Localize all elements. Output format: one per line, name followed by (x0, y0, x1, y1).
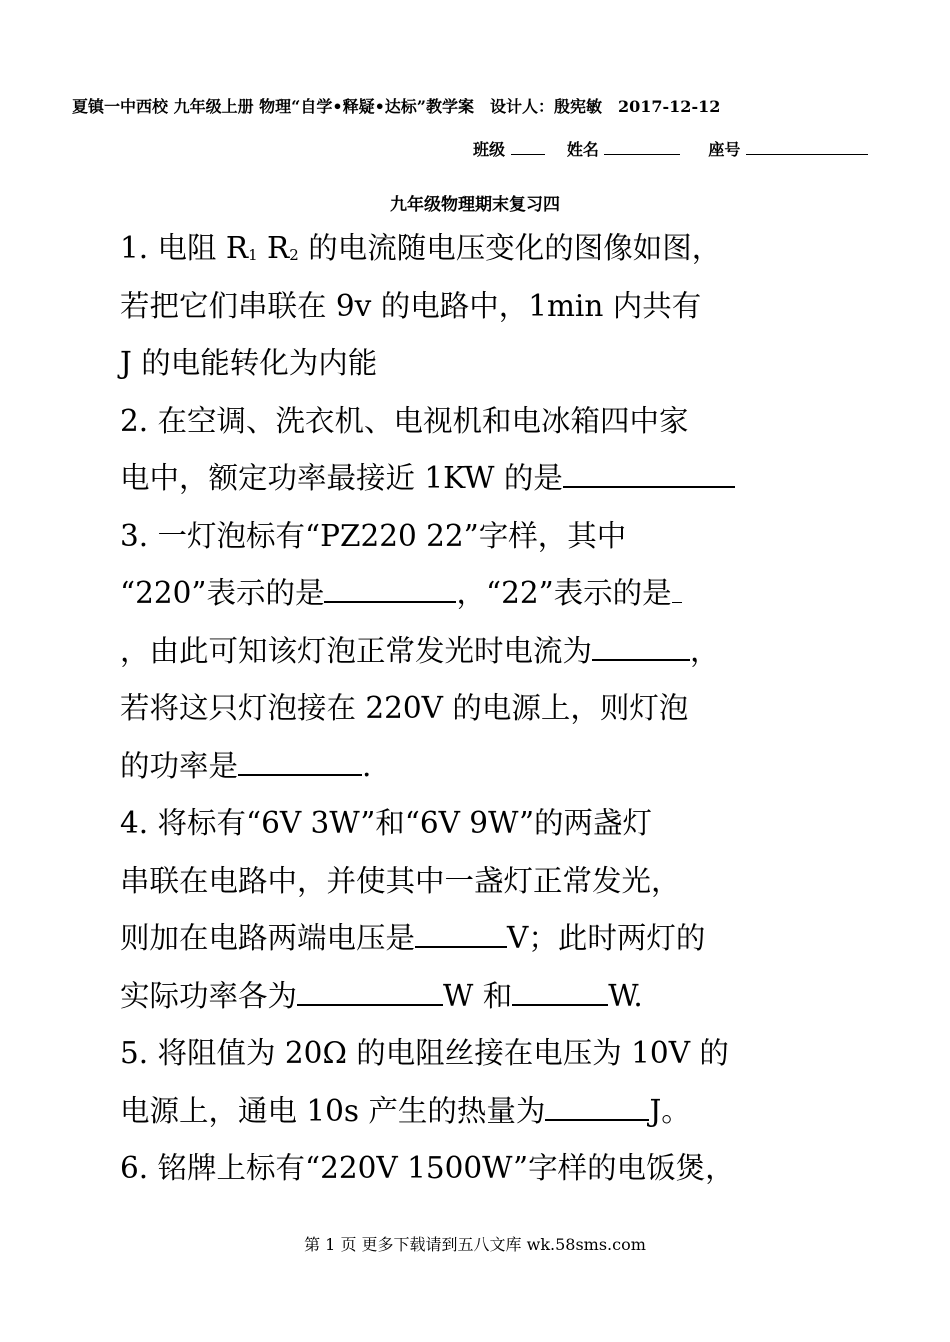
answer-blank (324, 575, 456, 603)
page-title: 九年级物理期末复习四 (390, 195, 560, 215)
answer-blank (672, 576, 682, 603)
question-2-line-1: 2. 在空调、洗衣机、电视机和电冰箱四中家 (120, 403, 689, 438)
question-6-line-1: 6. 铭牌上标有“220V 1500W”字样的电饭煲， (120, 1151, 735, 1185)
question-1-line-1: 1. 电阻 $R_1$ $R_2$ 的电流随电压变化的图像如图， (120, 231, 722, 265)
seat-blank (746, 140, 868, 155)
answer-blank (592, 633, 690, 661)
answer-blank (238, 748, 362, 776)
question-5-line-2: 电源上，通电 10s 产生的热量为 J。 (120, 1093, 691, 1128)
name-label: 姓名 (566, 140, 599, 159)
answer-blank (545, 1093, 649, 1121)
question-3-line-3: ，由此可知该灯泡正常发光时电流为 ， (120, 633, 720, 668)
question-3-line-5: 的功率是 . (120, 748, 372, 783)
answer-blank (563, 460, 735, 488)
class-label: 班级 (473, 140, 506, 159)
question-1-line-2: 若把它们串联在 9v 的电路中，1min 内共有 (120, 288, 702, 323)
question-5-line-1: 5. 将阻值为 20Ω 的电阻丝接在电压为 10V 的 (120, 1036, 729, 1070)
student-info-row (473, 137, 868, 160)
question-2-line-2: 电中，额定功率最接近 1KW 的是 (120, 450, 840, 508)
answer-blank (415, 920, 507, 948)
class-blank (511, 140, 545, 155)
question-3-line-1: 3. 一灯泡标有“PZ220 22”字样，其中 (120, 518, 627, 553)
question-4-line-3: 则加在电路两端电压是 V；此时两灯的 (120, 921, 706, 955)
question-3-line-2: “220”表示的是 ，“22”表示的是 (120, 565, 840, 623)
question-4-line-2: 串联在电路中，并使其中一盏灯正常发光， (120, 863, 681, 898)
answer-blank (512, 978, 608, 1006)
question-3-line-4: 若将这只灯泡接在 220V 的电源上，则灯泡 (120, 691, 689, 725)
seat-label: 座号 (708, 140, 741, 159)
question-4-line-4: 实际功率各为 W 和 W. (120, 978, 643, 1013)
page-footer: 第 1 页 更多下载请到五八文库 wk.58sms.com (304, 1235, 646, 1254)
name-blank (604, 140, 680, 155)
answer-blank (297, 978, 443, 1006)
question-body (120, 220, 840, 1198)
question-4-line-1: 4. 将标有“6V 3W”和“6V 9W”的两盏灯 (120, 806, 653, 840)
document-header: 夏镇一中西校 九年级上册 物理“自学•释疑•达标”教学案 设计人：殷宪敏 2017-12-12 (72, 97, 721, 116)
question-1-line-3: J 的电能转化为内能 (120, 346, 378, 380)
